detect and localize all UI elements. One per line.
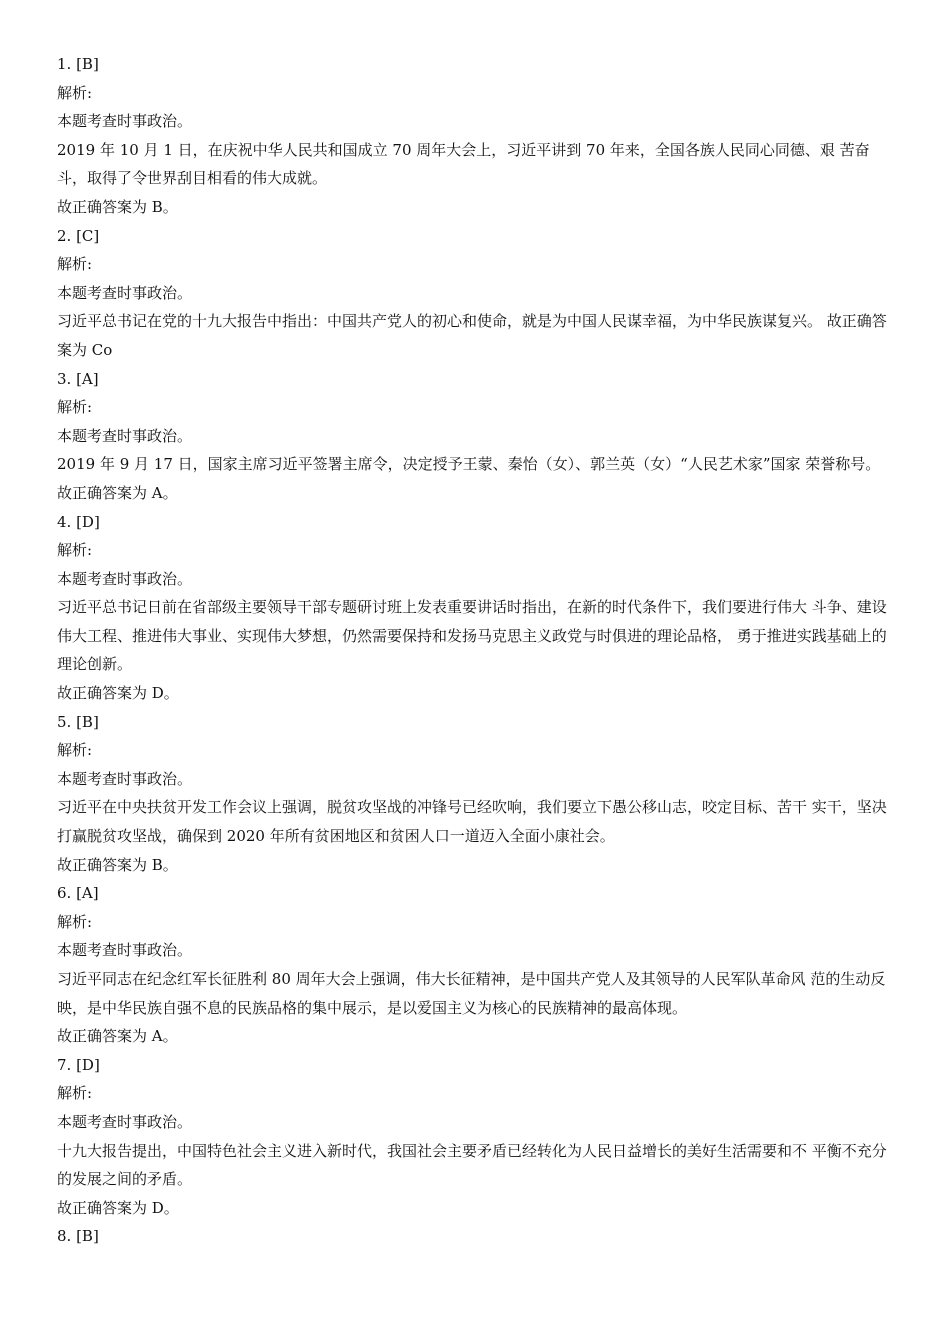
conclusion-line: 故正确答案为 A。 [57,1027,178,1046]
topic-line: 本题考查时事政治。 [57,941,193,960]
topic-line: 本题考查时事政治。 [57,112,193,131]
answer-label: 6. [A] [57,884,99,903]
analysis-label: 解析: [57,83,93,102]
answer-label: 1. [B] [57,55,99,73]
conclusion-line: 故正确答案为 D。 [57,684,179,703]
answer-label: 2. [C] [57,226,100,245]
answer-label: 7. [D] [57,1055,100,1074]
answer-item-4 [57,508,897,708]
analysis-label: 解析: [57,398,93,417]
explanation-text: 2019 年 9 月 17 日，国家主席习近平签署主席令，决定授予王蒙、秦怡（女）、郭兰英（女）“人民艺术家”国家 荣誉称号。 [57,455,881,474]
answer-item-6 [57,879,897,1051]
topic-line: 本题考查时事政治。 [57,1112,193,1131]
analysis-label: 解析: [57,541,93,560]
analysis-label: 解析: [57,741,93,760]
topic-line: 本题考查时事政治。 [57,769,193,788]
explanation-text: 习近平在中央扶贫开发工作会议上强调，脱贫攻坚战的冲锋号已经吹响，我们要立下愚公移山志，咬定目标、苦干 实干，坚决打赢脱贫攻坚战，确保到 2020 年所有贫困地区和贫困人口一道迈入全面小康社会。 [57,798,887,846]
answer-item-5 [57,708,897,880]
analysis-label: 解析: [57,912,93,931]
answer-item-8 [57,1222,897,1251]
explanation-text: 十九大报告提出，中国特色社会主义进入新时代，我国社会主要矛盾已经转化为人民日益增长的美好生活需要和不 平衡不充分的发展之间的矛盾。 [57,1141,887,1189]
explanation-text: 习近平总书记在党的十九大报告中指出：中国共产党人的初心和使命，就是为中国人民谋幸福，为中华民族谋复兴。 故正确答案为 Co [57,312,887,359]
conclusion-line: 故正确答案为 B。 [57,197,178,216]
answer-item-2 [57,222,897,365]
explanation-text: 2019 年 10 月 1 日，在庆祝中华人民共和国成立 70 周年大会上，习近平讲到 70 年来，全国各族人民同心同德、艰 苦奋斗，取得了令世界刮目相看的伟大成就。 [57,140,870,188]
conclusion-line: 故正确答案为 A。 [57,483,178,502]
answer-document [57,50,897,1251]
explanation-text: 习近平总书记日前在省部级主要领导干部专题研讨班上发表重要讲话时指出，在新的时代条件下，我们要进行伟大 斗争、建设伟大工程、推进伟大事业、实现伟大梦想，仍然需要保持和发扬马克思主义政党与时俱进的理论品格， 勇于推进实践基础上的理论创新。 [57,598,887,674]
answer-item-3 [57,365,897,508]
answer-label: 3. [A] [57,369,99,388]
analysis-label: 解析: [57,1084,93,1103]
answer-label: 4. [D] [57,512,100,531]
topic-line: 本题考查时事政治。 [57,569,193,588]
conclusion-line: 故正确答案为 B。 [57,855,178,874]
answer-item-7 [57,1051,897,1223]
analysis-label: 解析: [57,255,93,274]
answer-item-1 [57,50,897,222]
conclusion-line: 故正确答案为 D。 [57,1198,179,1217]
topic-line: 本题考查时事政治。 [57,426,193,445]
answer-label: 8. [B] [57,1227,99,1246]
topic-line: 本题考查时事政治。 [57,283,193,302]
answer-label: 5. [B] [57,712,99,731]
explanation-text: 习近平同志在纪念红军长征胜利 80 周年大会上强调，伟大长征精神，是中国共产党人及其领导的人民军队革命风 范的生动反映，是中华民族自强不息的民族品格的集中展示，是以爱国主义为核心的民族精神的最高体现。 [57,970,886,1017]
